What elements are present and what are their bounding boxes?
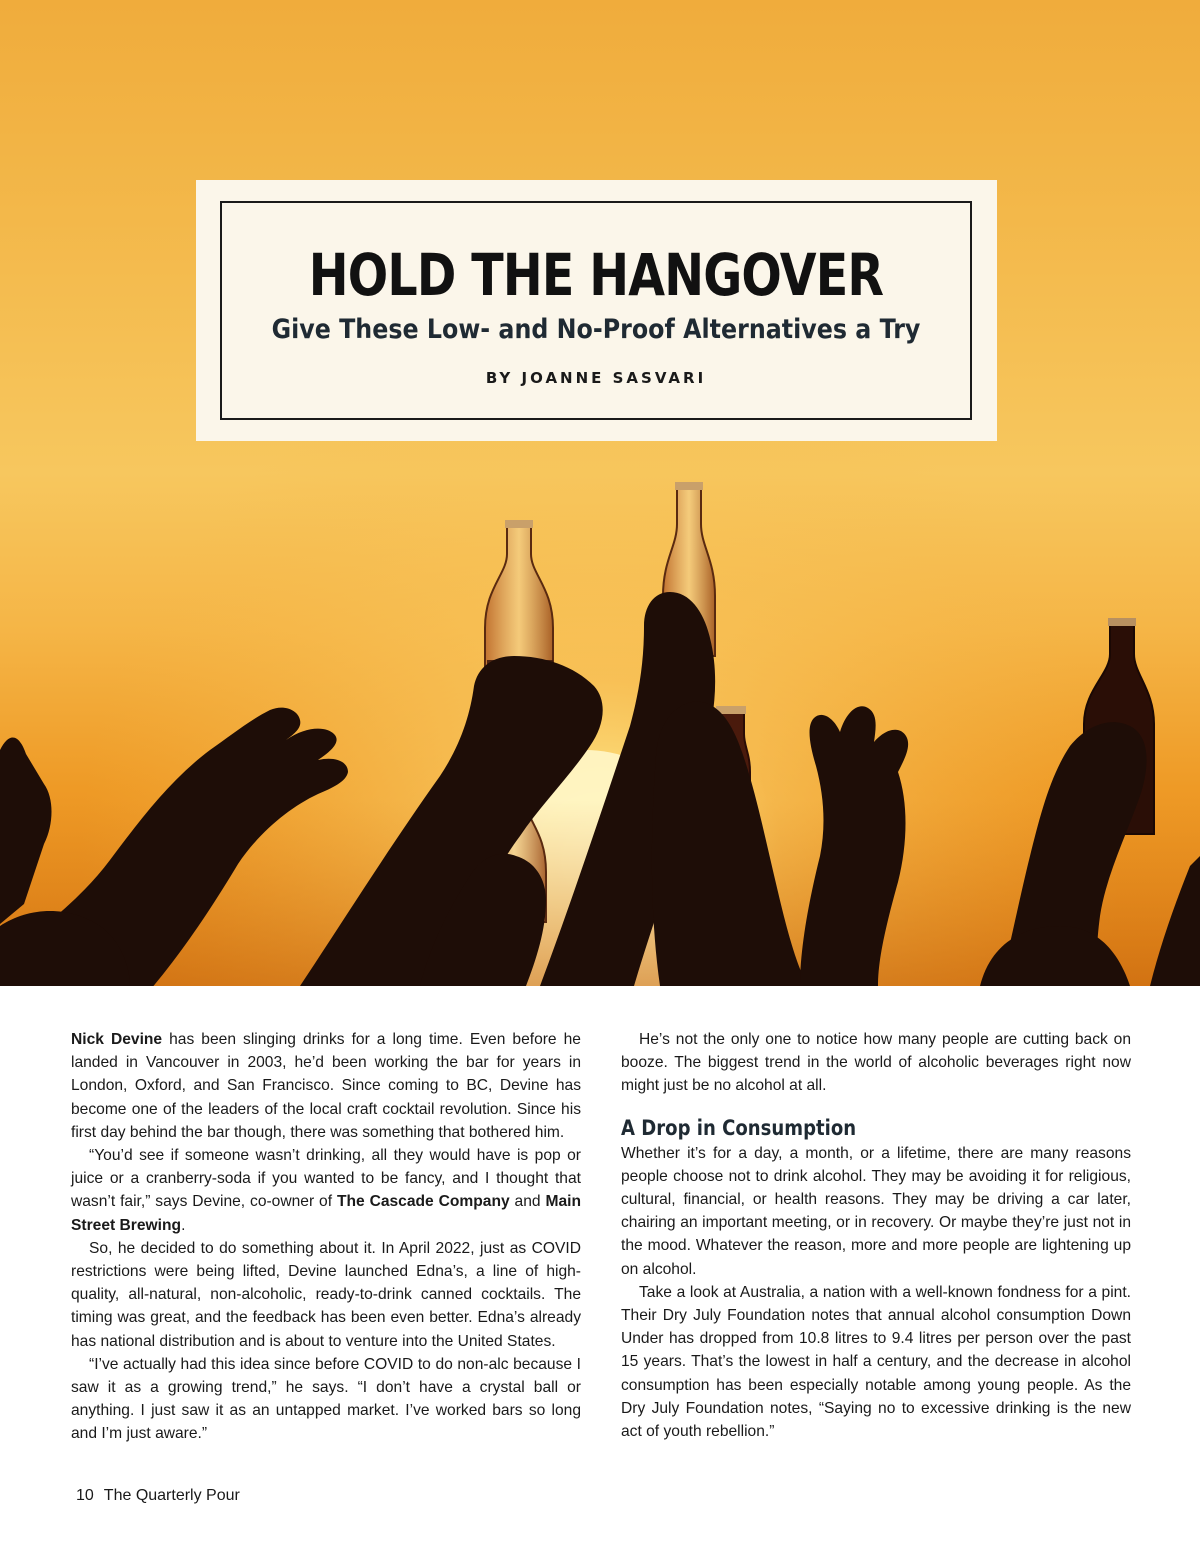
- paragraph: So, he decided to do something about it. In April 2022, just as COVID restrictions were being lifted, Devine launched Edna’s, a line of high-quality, all-natural, non-alcoholic, ready-to-drink canned cocktails. The timing was great, and the feedback has been even better. Edna’s already has national distribution and is about to venture into the United States.: [71, 1239, 581, 1350]
- company-name: Main Street Brewing: [71, 1193, 581, 1234]
- page-number: 10: [76, 1487, 94, 1504]
- paragraph: [71, 1028, 581, 1144]
- paragraph-text: “You’d see if someone wasn’t drinking, all they would have is pop or juice or a cranberry-soda if you wanted to be fancy, and I thought that wasn’t fair,” says Devine, co-owner of: [71, 1147, 581, 1211]
- paragraph: He’s not the only one to notice how many people are cutting back on booze. The biggest trend in the world of alcoholic beverages right now might just be no alcohol at all.: [621, 1031, 1131, 1095]
- paragraph: “I’ve actually had this idea since before COVID to do non-alc because I saw it as a growing trend,” he says. “I don’t have a crystal ball or anything. I just saw it as an untapped market. I’ve worked bars so long and I’m just aware.”: [71, 1355, 581, 1443]
- paragraph: Whether it’s for a day, a month, or a lifetime, there are many reasons people choose not to drink alcohol. They may be avoiding it for religious, cultural, financial, or health reasons. They may be driving a car later, chairing an important meeting, or in recovery. Or maybe they’re just not in the mood. Whatever the reason, more and more people are lightening up on alcohol.: [621, 1144, 1131, 1278]
- paragraph-text: has been slinging drinks for a long time. Even before he landed in Vancouver in 2003, he’d been working the bar for years in London, Oxford, and San Francisco. Since coming to BC, Devine has become one of the leaders of the local craft cocktail revolution. Since his first day behind the bar though, there was something that bothered him.: [71, 1031, 581, 1141]
- person-name: Nick Devine: [71, 1031, 163, 1048]
- article-title: HOLD THE HANGOVER: [308, 241, 884, 309]
- section-heading: A Drop in Consumption: [621, 1115, 857, 1140]
- company-name: The Cascade Company: [336, 1193, 510, 1211]
- paragraph-text: and: [509, 1193, 546, 1211]
- article-byline: BY JOANNE SASVARI: [485, 369, 707, 387]
- paragraph-text: .: [181, 1216, 186, 1234]
- page-footer: [76, 1486, 240, 1506]
- right-column: [621, 1028, 1131, 1443]
- title-panel: [196, 180, 997, 441]
- title-frame: [220, 201, 972, 420]
- paragraph: [71, 1144, 581, 1237]
- publication-name: The Quarterly Pour: [103, 1487, 240, 1504]
- left-column: [71, 1028, 581, 1446]
- paragraph: Take a look at Australia, a nation with a well-known fondness for a pint. Their Dry July Foundation notes that annual alcohol consumption Down Under has dropped from 10.8 litres to 9.4 litres per person over the past 15 years. That’s the lowest in half a century, and the decrease in alcohol consumption has been especially notable among young people. As the Dry July Foundation notes, “Saying no to excessive drinking is the new act of youth rebellion.”: [621, 1283, 1131, 1441]
- article-subtitle: Give These Low- and No-Proof Alternatives a Try: [271, 314, 921, 345]
